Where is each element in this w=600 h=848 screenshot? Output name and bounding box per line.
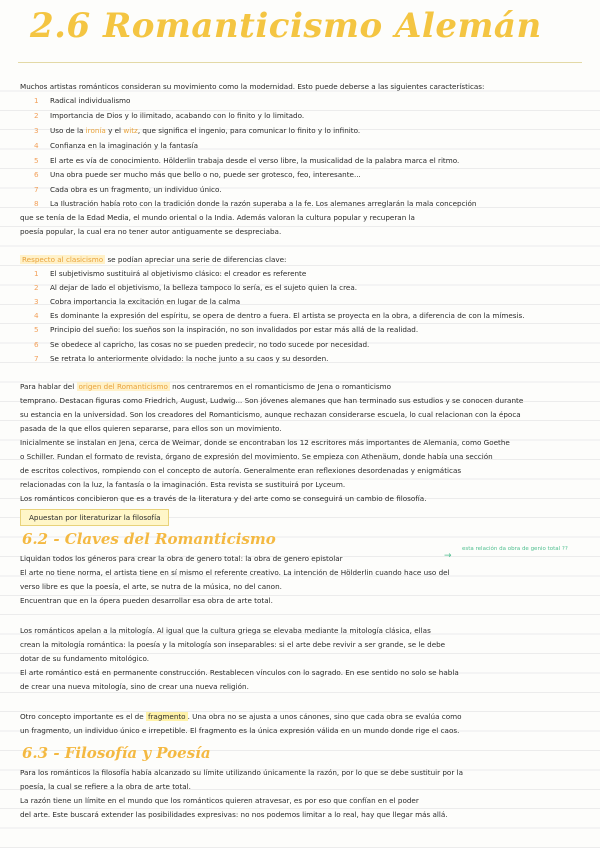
list-item: 3 Uso de la ironía y el witz, que significa el ingenio, para comunicar lo finito y lo infinito. [34, 126, 361, 135]
list-item: 4 Confianza en la imaginación y la fantasía [34, 141, 199, 150]
paragraph-line: temprano. Destacan figuras como Friedrich, August, Ludwig... Son jóvenes alemanes que han terminado sus estudios y se conocen durante [20, 396, 524, 405]
list-item: 6 Una obra puede ser mucho más que bello o no, puede ser grotesco, feo, interesante... [34, 170, 361, 179]
paragraph-line: El arte romántico está en permanente construcción. Restablecen vínculos con lo sagrado. En ese sentido no solo se habla [20, 668, 459, 677]
page-title: 2.6 Romanticismo Alemán [30, 6, 542, 46]
fragment-paragraph: Otro concepto importante es el de fragmento . Una obra no se ajusta a unos cánones, sino que cada obra se evalúa como [20, 712, 462, 721]
list-item: 2 Al dejar de lado el objetivismo, la belleza tampoco lo sería, es el sujeto quien la crea. [34, 283, 358, 292]
paragraph-line: Inicialmente se instalan en Jena, cerca de Weimar, donde se encontraban los 12 escritores más importantes de Alemania, como Goethe [20, 438, 510, 447]
paragraph-line: poesía popular, la cual era no tener autor antiguamente se despreciaba. [20, 227, 282, 236]
list-item: 7 Cada obra es un fragmento, un individuo único. [34, 185, 222, 194]
fragment-highlight: fragmento [147, 712, 186, 721]
clasicismo-highlight: Respecto al clasicismo [22, 255, 104, 264]
paragraph-line: que se tenía de la Edad Media, el mundo oriental o la India. Además valoran la cultura popular y recuperan la [20, 213, 415, 222]
list-item: 3 Cobra importancia la excitación en lugar de la calma [34, 297, 241, 306]
paragraph-line: La razón tiene un límite en el mundo que los románticos quieren atravesar, es por eso que confían en el poder [20, 796, 419, 805]
list-item: 4 Es dominante la expresión del espíritu, se opera de dentro a fuera. El artista se proyecta en la obra, a diferencia de con la mímesis. [34, 311, 525, 320]
paragraph-line: o Schiller. Fundan el formato de revista, órgano de expresión del movimiento. Se empieza con Athenäum, donde había una sección [20, 452, 493, 461]
list-item: 8 La Ilustración había roto con la tradición donde la razón superaba a la fe. Los alemanes arreglarán la mala concepción [34, 199, 477, 208]
witz-term: witz [123, 126, 138, 135]
paragraph-line: poesía, la cual se refiere a la obra de arte total. [20, 782, 191, 791]
ironia-term: ironía [85, 126, 106, 135]
paragraph-line: pasada de la que ellos quieren separarse, para ellos son un movimiento. [20, 424, 282, 433]
list-item: 2 Importancia de Dios y lo ilimitado, acabando con lo finito y lo limitado. [34, 111, 305, 120]
list-item: 6 Se obedece al capricho, las cosas no se pueden predecir, no todo sucede por necesidad. [34, 340, 370, 349]
paragraph-line: Encuentran que en la ópera pueden desarrollar esa obra de arte total. [20, 596, 273, 605]
paragraph-line: del arte. Este buscará extender las posibilidades expresivas: no nos podemos limitar a lo real, hay que llegar más allá. [20, 810, 448, 819]
paragraph-line: crean la mitología romántica: la poesía y la mitología son inseparables: si el arte debe revivir a ser grande, se le debe [20, 640, 446, 649]
list-item: 7 Se retrata lo anteriormente olvidado: la noche junto a su caos y su desorden. [34, 354, 329, 363]
clasicismo-heading: Respecto al clasicismo se podían apreciar una serie de diferencias clave: [22, 255, 287, 264]
paragraph-line: un fragmento, un individuo único e irrepetible. El fragmento es la única expresión válida en un mundo donde rige el caos. [20, 726, 460, 735]
margin-note: esta relación da obra de genio total ?? [462, 546, 568, 552]
section-title-6-2: 6.2 - Claves del Romanticismo [22, 530, 276, 548]
paragraph-line: Los románticos concibieron que es a través de la literatura y del arte como se conseguirá un cambio de filosofía. [20, 494, 427, 503]
paragraph-line: Los románticos apelan a la mitología. Al igual que la cultura griega se elevaba mediante la mitología clásica, ellas [20, 626, 431, 635]
arrow-icon: → [444, 551, 452, 561]
origin-heading: Para hablar del origen del Romanticismo nos centraremos en el romanticismo de Jena o romanticismo [20, 382, 392, 391]
origin-highlight: origen del Romanticismo [78, 382, 168, 391]
paragraph-line: Liquidan todos los géneros para crear la obra de genero total: la obra de genero epistolar [20, 554, 343, 563]
paragraph-line: relacionadas con la luz, la fantasía o la imaginación. Esta revista se sustituirá por Lyceum. [20, 480, 346, 489]
list-item: 1 El subjetivismo sustituirá al objetivismo clásico: el creador es referente [34, 269, 307, 278]
paragraph-line: El arte no tiene norma, el artista tiene en sí mismo el referente creativo. La intención de Hölderlin cuando hace uso del [20, 568, 450, 577]
list-item: 5 El arte es vía de conocimiento. Hölderlin trabaja desde el verso libre, la musicalidad de la palabra marca el ritmo. [34, 156, 460, 165]
paragraph-line: su estancia en la universidad. Son los creadores del Romanticismo, aunque rechazan considerarse escuela, lo cual relacionan con la época [20, 410, 521, 419]
title-divider [18, 62, 582, 63]
paragraph-line: de crear una nueva mitología, sino de crear una nueva religión. [20, 682, 249, 691]
paragraph-line: dotar de su fundamento mitológico. [20, 654, 150, 663]
section-title-6-3: 6.3 - Filosofía y Poesía [22, 744, 211, 762]
paragraph-line: de escritos colectivos, rompiendo con el concepto de autoría. Generalmente eran reflexiones desordenadas y enigmáticas [20, 466, 462, 475]
list-item: 1 Radical individualismo [34, 96, 131, 105]
summary-box: Apuestan por literaturizar la filosofía [20, 509, 169, 526]
intro-paragraph: Muchos artistas románticos consideran su movimiento como la modernidad. Esto puede deberse a las siguientes características: [20, 82, 485, 91]
paragraph-line: verso libre es que la poesía, el arte, se nutra de la música, no del canon. [20, 582, 282, 591]
list-item: 5 Principio del sueño: los sueños son la inspiración, no son invalidados por estar más allá de la realidad. [34, 325, 419, 334]
paragraph-line: Para los románticos la filosofía había alcanzado su límite utilizando únicamente la razón, por lo que se debe sustituir por la [20, 768, 463, 777]
